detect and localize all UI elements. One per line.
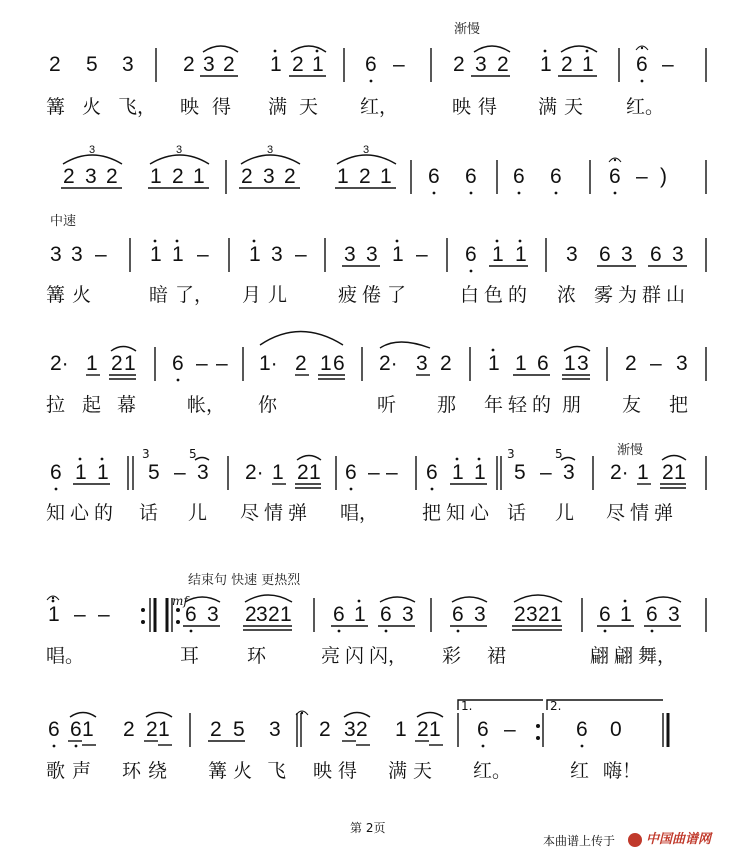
svg-text:3: 3 [363,144,370,156]
note: 3 [676,352,688,375]
note: 1 [312,53,324,76]
note: 3 [672,243,684,266]
lyric: 知 [46,502,66,524]
tempo-mark-ritardando: 渐慢 [454,22,481,37]
note: 1 [82,718,94,741]
lyric: 得 [212,96,232,118]
note: 1 [637,461,649,484]
note: 3 [203,53,215,76]
note: – [95,243,107,266]
note: 2 [106,165,118,188]
note: 1 [97,461,109,484]
lyric: 嗨！ [603,760,642,782]
lyric: 映 [313,760,333,782]
note: 1 [395,718,407,741]
lyric: 飞， [118,96,157,118]
lyric: 篝 [208,760,228,782]
lyric: 环 [247,645,267,667]
lyric: 幕 [117,394,137,416]
svg-text:3: 3 [89,144,96,156]
note: 2 [183,53,195,76]
note: 3 [526,603,538,626]
note: 3 [668,603,680,626]
volta-2-label: 2. [550,699,562,713]
note: 2 [514,603,526,626]
note: 3 [566,243,578,266]
note: 1 [540,53,552,76]
note: 6 [537,352,549,375]
note: – [196,352,208,375]
lyric: 亮 [321,645,341,667]
site-brand: 中国曲谱网 [646,832,712,847]
note: 1· [259,352,278,375]
lyric: 得 [338,760,358,782]
note: 2 [146,718,158,741]
note: 6 [333,352,345,375]
lyric: 满 [388,760,408,782]
note: 6 [365,53,377,76]
lyric: 满 [538,96,558,118]
lyric: 天 [299,96,319,118]
note: 2 [538,603,550,626]
note: 1 [620,603,632,626]
note: 6 [428,165,440,188]
lyric: 火 [233,760,253,782]
note: 2 [63,165,75,188]
note: 3 [197,461,209,484]
note: 1 [48,603,60,626]
note: 1 [150,165,162,188]
lyric: 唱， [340,502,379,524]
note: 3 [269,718,281,741]
note: 6 [636,53,648,76]
note: 1 [380,165,392,188]
lyric: 火 [82,96,102,118]
lyric: 话 [139,502,159,524]
note: – [216,352,228,375]
lyric: 情 [264,502,284,524]
note: 2 [295,352,307,375]
lyric: 闪， [369,645,408,667]
note: 2 [497,53,509,76]
note: 6 [576,718,588,741]
note: – [368,461,380,484]
lyric: 白 [460,284,480,306]
lyric: 听 [377,394,397,416]
note: 2 [417,718,429,741]
site-logo-icon [628,833,642,847]
note: – [174,461,186,484]
note: 6 [646,603,658,626]
lyric: 了， [175,284,214,306]
svg-text:3: 3 [267,144,274,156]
lyric: 情 [630,502,650,524]
note: 3 [474,603,486,626]
lyric: 色 [484,284,504,306]
note: 1 [309,461,321,484]
lyric: 红。 [626,96,665,118]
note: 1 [270,53,282,76]
lyric: 声 [72,760,92,782]
note: 2 [297,461,309,484]
lyric: 儿 [555,502,575,524]
upload-credit: 本曲谱上传于 [543,834,616,848]
note: 0 [610,718,622,741]
note: 2 [268,603,280,626]
lyric: 映 [180,96,200,118]
tempo-mark-ritardando-2: 渐慢 [617,443,644,458]
dynamic-mf: mf [172,594,188,608]
note: – [650,352,662,375]
lyric: 把 [669,394,689,416]
note: 1 [337,165,349,188]
note: 1 [249,243,261,266]
note: 2 [662,461,674,484]
lyric: 轻 [508,394,528,416]
lyric: 为 [618,284,638,306]
lyric: 舞， [638,645,677,667]
note: – [416,243,428,266]
lyric: 倦 [362,284,382,306]
note: 5 [86,53,98,76]
lyric: 了 [387,284,407,306]
note: 6 [48,718,60,741]
note: – [197,243,209,266]
note: 6 [380,603,392,626]
lyric: 儿 [268,284,288,306]
lyric: 弹 [288,502,308,524]
lyric: 闪 [345,645,365,667]
note: 6 [172,352,184,375]
note: – [98,603,110,626]
lyric: 话 [507,502,527,524]
note: 2 [359,165,371,188]
lyric: 翩 [614,645,634,667]
note: 6 [333,603,345,626]
page-number: 第 2页 [350,821,386,835]
lyric: 年 [484,394,504,416]
lyric: 唱。 [46,645,85,667]
volta-1-label: 1. [461,699,473,713]
note: 6 [465,165,477,188]
note: 2 [245,603,257,626]
lyric: 心 [470,502,490,524]
note: 2 [292,53,304,76]
lyric: 飞 [267,760,287,782]
note: 3 [402,603,414,626]
lyric: 暗 [149,284,169,306]
note: 3 [621,243,633,266]
note: 1 [354,603,366,626]
note: 3 [475,53,487,76]
lyric: 红， [360,96,399,118]
lyric: 红。 [473,760,512,782]
note: 2 [625,352,637,375]
note: 6 [50,461,62,484]
note: 6 [650,243,662,266]
lyric: 红 [570,760,590,782]
lyric: 友 [622,394,642,416]
lyric: 环 [122,760,142,782]
note: 3 [256,603,268,626]
note: 1 [158,718,170,741]
note: – [295,243,307,266]
note: 1 [674,461,686,484]
note: 6 [550,165,562,188]
lyric: 心 [70,502,90,524]
note: 3 [271,243,283,266]
note: 2 [453,53,465,76]
note: 2· [50,352,69,375]
lyric: 绕 [148,760,168,782]
note: 2 [172,165,184,188]
note: 3 [263,165,275,188]
note: 1 [429,718,441,741]
note: 2· [245,461,264,484]
lyric: 雾 [594,284,614,306]
note: 5 [233,718,245,741]
note: – [74,603,86,626]
lyric: 月 [242,284,262,306]
note: – [662,53,674,76]
note: 3 [71,243,83,266]
note: 1 [452,461,464,484]
lyric: 你 [258,394,278,416]
note: 3 [366,243,378,266]
note: 2 [319,718,331,741]
grace-note: 5 [189,447,197,461]
lyric: 那 [437,394,457,416]
note: 1 [488,352,500,375]
note: 2 [440,352,452,375]
lyric: 满 [268,96,288,118]
lyric: 天 [413,760,433,782]
lyric: 浓 [557,284,577,306]
note: 2 [284,165,296,188]
note: 2 [123,718,135,741]
note: 2 [223,53,235,76]
lyric: 火 [72,284,92,306]
note: 2 [561,53,573,76]
note: ) [660,165,667,188]
note: 1 [124,352,136,375]
note: 3 [122,53,134,76]
lyric: 裙 [487,645,507,667]
lyric: 的 [94,502,114,524]
lyric: 把 [422,502,442,524]
lyric: 篝 [46,284,66,306]
lyric: 翩 [590,645,610,667]
note: – [393,53,405,76]
note: 1 [86,352,98,375]
note: 1 [515,243,527,266]
lyric: 山 [666,284,686,306]
note: 1 [75,461,87,484]
lyric: 天 [564,96,584,118]
lyric: 尽 [606,502,626,524]
note: 3 [50,243,62,266]
note: 6 [599,243,611,266]
note: 6 [609,165,621,188]
lyric: 疲 [338,284,358,306]
note: 1 [582,53,594,76]
grace-note: 5 [555,447,563,461]
tempo-mark-moderato: 中速 [50,214,77,229]
note: 5 [514,461,526,484]
lyric: 尽 [240,502,260,524]
note: 2 [111,352,123,375]
note: 6 [185,603,197,626]
note: 2 [49,53,61,76]
lyric: 篝 [46,96,66,118]
note: 2 [210,718,222,741]
lyric: 群 [642,284,662,306]
note: 6 [426,461,438,484]
ending-instruction: 结束句 快速 更热烈 [188,573,301,588]
lyric: 彩 [442,645,462,667]
note: 1 [550,603,562,626]
note: 1 [193,165,205,188]
lyric: 起 [82,394,102,416]
note: 1 [172,243,184,266]
lyric: 朋 [562,394,582,416]
note: 6 [70,718,82,741]
note: 1 [515,352,527,375]
lyric: 拉 [46,394,66,416]
note: 2 [241,165,253,188]
lyric: 知 [446,502,466,524]
lyric: 歌 [46,760,66,782]
lyric: 儿 [188,502,208,524]
note: 3 [344,243,356,266]
note: 1 [492,243,504,266]
note: – [636,165,648,188]
note: 6 [452,603,464,626]
note: 6 [465,243,477,266]
note: 3 [577,352,589,375]
lyric: 耳 [180,645,200,667]
grace-note: 3 [142,447,150,461]
lyric: 得 [478,96,498,118]
note: 3 [344,718,356,741]
note: – [386,461,398,484]
grace-note: 3 [507,447,515,461]
lyric: 的 [508,284,528,306]
lyric: 弹 [654,502,674,524]
note: 6 [513,165,525,188]
note: 5 [148,461,160,484]
note: 1 [474,461,486,484]
note: 1 [320,352,332,375]
lyric: 的 [532,394,552,416]
note: 2· [379,352,398,375]
note: 6 [345,461,357,484]
svg-text:3: 3 [176,144,183,156]
note: 3 [563,461,575,484]
note: 6 [477,718,489,741]
note: 6 [599,603,611,626]
note: 2 [356,718,368,741]
note: 3 [207,603,219,626]
lyric: 帐， [187,394,226,416]
note: 1 [280,603,292,626]
note: 2· [610,461,629,484]
note: 1 [392,243,404,266]
note: – [540,461,552,484]
lyric: 映 [452,96,472,118]
note: 3 [85,165,97,188]
note: 1 [564,352,576,375]
note: 3 [416,352,428,375]
note: 1 [150,243,162,266]
note: 1 [272,461,284,484]
note: – [504,718,516,741]
